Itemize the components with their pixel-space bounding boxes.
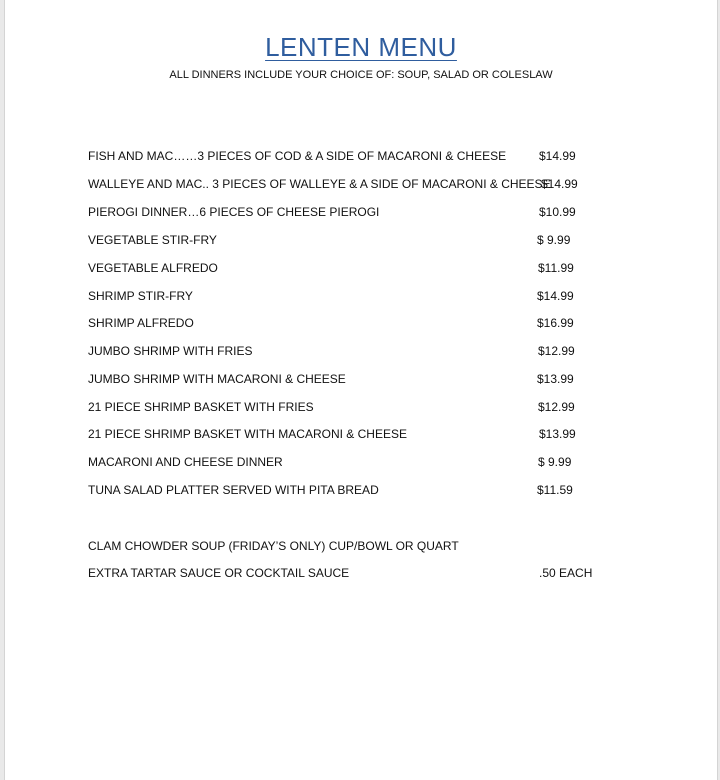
menu-item-name: 21 PIECE SHRIMP BASKET WITH FRIES: [88, 400, 314, 414]
menu-item-price: $16.99: [537, 316, 574, 330]
menu-item-name: JUMBO SHRIMP WITH MACARONI & CHEESE: [88, 372, 346, 386]
menu-item-name: PIEROGI DINNER…6 PIECES OF CHEESE PIEROGI: [88, 205, 380, 219]
menu-item: [88, 287, 648, 305]
menu-item-name: MACARONI AND CHEESE DINNER: [88, 455, 283, 469]
menu-item-price: $13.99: [539, 427, 576, 441]
extra-item: [88, 537, 648, 555]
menu-item: [88, 453, 648, 471]
menu-item-name: 21 PIECE SHRIMP BASKET WITH MACARONI & CHEESE: [88, 427, 407, 441]
menu-item-price: $13.99: [537, 372, 574, 386]
menu-title: LENTEN MENU: [265, 32, 457, 62]
menu-subtitle: ALL DINNERS INCLUDE YOUR CHOICE OF: SOUP, SALAD OR COLESLAW: [169, 69, 553, 81]
menu-item-price: $ 9.99: [537, 233, 571, 247]
menu-item: [88, 259, 648, 277]
menu-item-price: $ 9.99: [538, 455, 572, 469]
menu-item-name: SHRIMP ALFREDO: [88, 316, 194, 330]
extra-item-name: EXTRA TARTAR SAUCE OR COCKTAIL SAUCE: [88, 566, 350, 580]
menu-item: [88, 481, 648, 499]
menu-item-name: VEGETABLE STIR-FRY: [88, 233, 217, 247]
extra-item-name: CLAM CHOWDER SOUP (FRIDAY’S ONLY) CUP/BOWL OR QUART: [88, 539, 459, 553]
menu-item: [88, 231, 648, 249]
menu-item: [88, 398, 648, 416]
menu-item-price: $14.99: [537, 289, 574, 303]
menu-item: [88, 425, 648, 443]
menu-page: [4, 0, 718, 780]
menu-item-price: $14.99: [541, 177, 578, 191]
menu-item: [88, 314, 648, 332]
extra-item-price: .50 EACH: [539, 566, 593, 580]
extra-item: [88, 564, 648, 582]
menu-item: [88, 147, 648, 165]
menu-item-price: $11.99: [538, 261, 574, 275]
menu-item: [88, 203, 648, 221]
menu-item-name: SHRIMP STIR-FRY: [88, 289, 193, 303]
menu-item-name: VEGETABLE ALFREDO: [88, 261, 218, 275]
menu-item-price: $12.99: [538, 344, 575, 358]
menu-item-name: FISH AND MAC……3 PIECES OF COD & A SIDE OF MACARONI & CHEESE: [88, 149, 507, 163]
menu-item-name: WALLEYE AND MAC.. 3 PIECES OF WALLEYE & A SIDE OF MACARONI & CHEESE: [88, 177, 551, 191]
menu-item-price: $12.99: [538, 400, 575, 414]
menu-item: [88, 175, 648, 193]
menu-item-name: JUMBO SHRIMP WITH FRIES: [88, 344, 253, 358]
menu-item-name: TUNA SALAD PLATTER SERVED WITH PITA BREAD: [88, 483, 379, 497]
menu-item: [88, 370, 648, 388]
menu-item-price: $11.59: [537, 483, 573, 497]
menu-item: [88, 342, 648, 360]
menu-item-price: $10.99: [539, 205, 576, 219]
menu-item-price: $14.99: [539, 149, 576, 163]
